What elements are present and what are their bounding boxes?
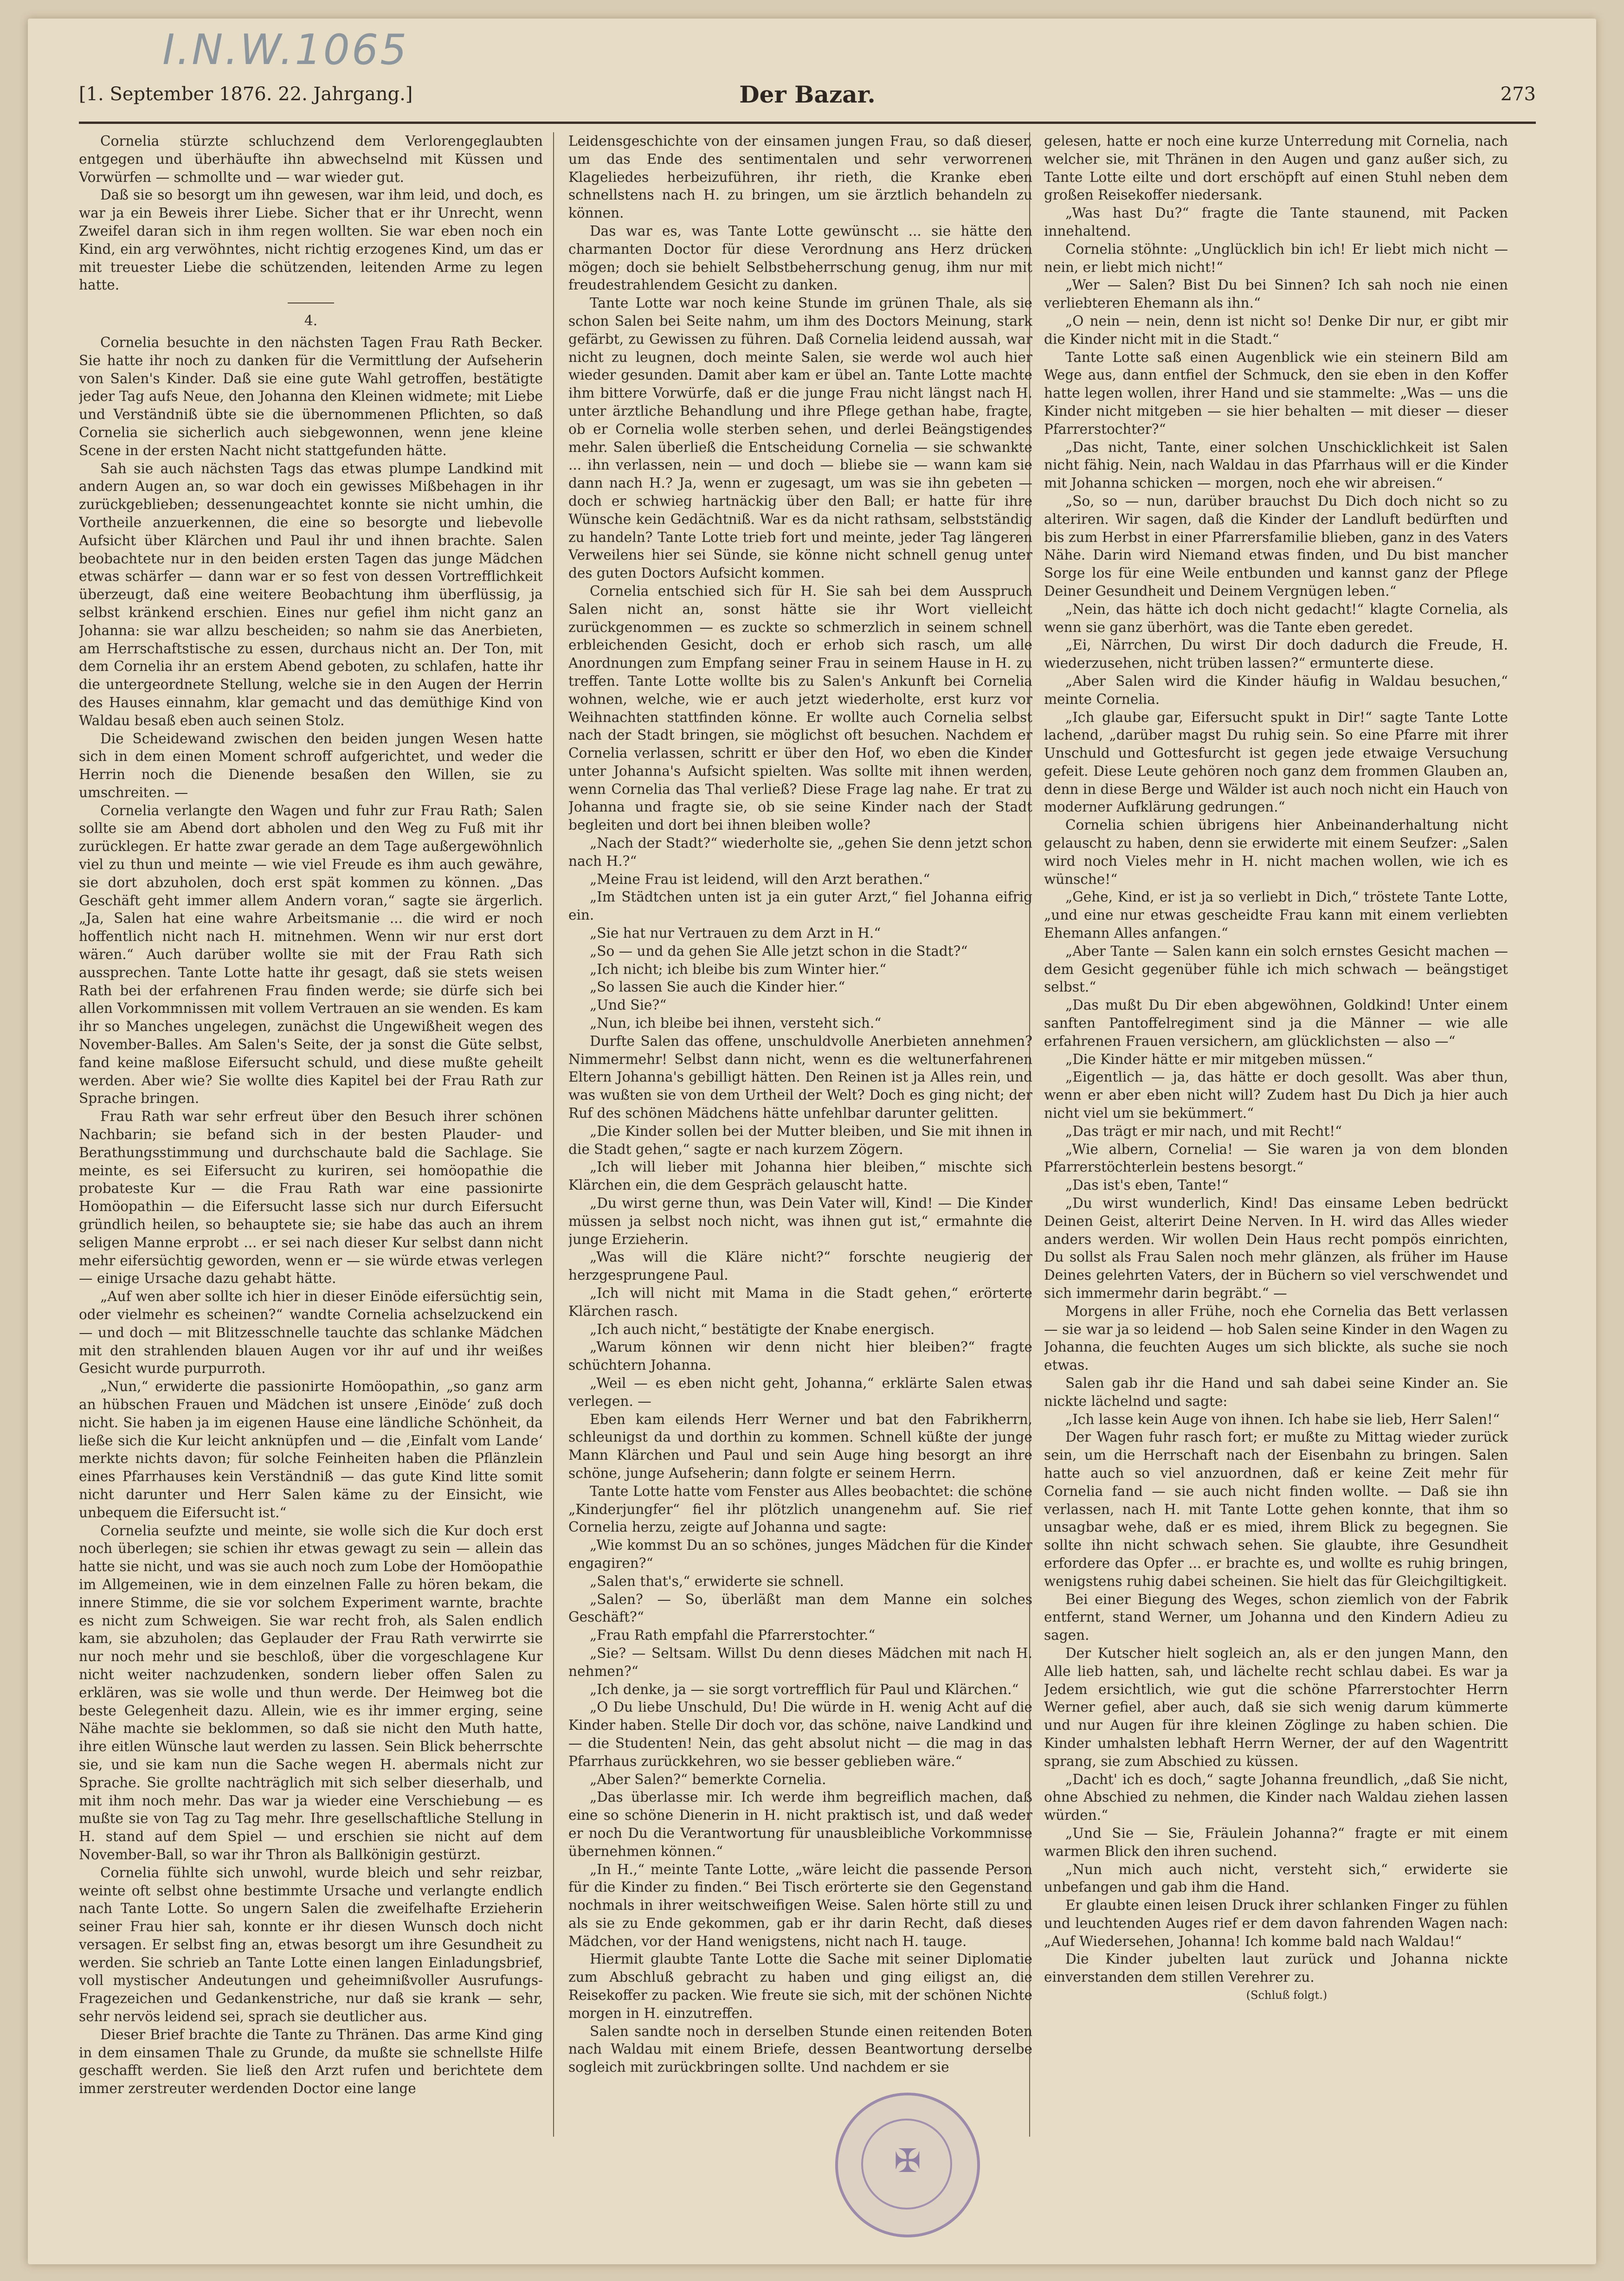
paragraph: Cornelia fühlte sich unwohl, wurde bleich und sehr reizbar, weinte oft selbst ohne bestimmte Ursache und verlangte endlich nach Tante Lotte. So ungern Salen die zweifelhafte Erzieherin seiner Frau hier sah, konnte er ihr diesen Wunsch doch nicht versagen. Er selbst fing an, etwas besorgt um ihre Gesundheit zu werden. Sie schrieb an Tante Lotte einen langen Einladungsbrief, voll mystischer Andeutungen und geheimnißvoller Ausrufungs-Fragezeichen und Gedankenstriche, nur daß sie krank — sehr, sehr nervös leidend sei, sprach sie deutlicher aus.: [79, 1864, 543, 2025]
paragraph: Cornelia entschied sich für H. Sie sah bei dem Ausspruch Salen nicht an, sonst hätte sie ihr Wort vielleicht zurückgenommen — es zuckte so schmerzlich in seinem schnell erbleichenden Gesicht, doch er erhob sich rasch, um alle Anordnungen zum Empfang seiner Frau in seinem Hause in H. zu treffen. Tante Lotte wollte bis zu Salen's Ankunft bei Cornelia wohnen, welche, wie er auch jetzt wiederholte, erst kurz vor Weihnachten stattfinden könne. Er wollte auch Cornelia selbst nach der Stadt bringen, sie möglichst oft besuchen. Nachdem er Cornelia verlassen, schritt er über den Hof, wo eben die Kinder unter Johanna's Aufsicht spielten. Was sollte mit ihnen werden, wenn Cornelia das Thal verließ? Diese Frage lag nahe. Er trat zu Johanna und fragte sie, ob sie seine Kinder nach der Stadt begleiten und dort bei ihnen bleiben wolle?: [568, 583, 1032, 833]
paragraph: „O nein — nein, denn ist nicht so! Denke Dir nur, er gibt mir die Kinder nicht mit in die Stadt.“: [1044, 313, 1508, 347]
paragraph: „Meine Frau ist leidend, will den Arzt berathen.“: [590, 871, 930, 887]
paragraph: „Nun mich auch nicht, versteht sich,“ erwiderte sie unbefangen und gab ihm die Hand.: [1044, 1861, 1508, 1895]
paragraph: „Frau Rath empfahl die Pfarrerstochter.“: [590, 1627, 876, 1643]
paragraph: „Das nicht, Tante, einer solchen Unschicklichkeit ist Salen nicht fähig. Nein, nach Waldau in das Pfarrhaus will er die Kinder mit Johanna schicken — morgen, noch ehe wir abreisen.“: [1044, 439, 1508, 491]
paragraph: Bei einer Biegung des Weges, schon ziemlich von der Fabrik entfernt, stand Werner, um Johanna und den Kindern Adieu zu sagen.: [1044, 1591, 1508, 1643]
column-divider: [553, 132, 554, 2137]
paragraph: Cornelia stürzte schluchzend dem Verlorengeglaubten entgegen und überhäufte ihn abwechselnd mit Küssen und Vorwürfen — schmollte und — war wieder gut.: [79, 133, 543, 185]
paragraph: „Salen? — So, überläßt man dem Manne ein solches Geschäft?“: [568, 1591, 1032, 1625]
paragraph: „Weil — es eben nicht geht, Johanna,“ erklärte Salen etwas verlegen. —: [568, 1375, 1032, 1409]
handwritten-shelf-mark: I.N.W.1065: [162, 26, 409, 74]
paragraph: „Die Kinder hätte er mir mitgeben müssen.“: [1065, 1051, 1373, 1067]
paragraph: Daß sie so besorgt um ihn gewesen, war ihm leid, und doch, es war ja ein Beweis ihrer Liebe. Sicher that er ihr Unrecht, wenn Zweifel daran sich in ihm regen wollten. Sie war eben noch ein Kind, ein arg verwöhntes, nicht richtig erzogenes Kind, um das er mit treuester Liebe die schützenden, leitenden Arme zu legen hatte.: [79, 187, 543, 293]
paragraph: „Das mußt Du Dir eben abgewöhnen, Goldkind! Unter einem sanften Pantoffelregiment sind ja die Männer — wie alle erfahrenen Frauen versichern, am glücklichsten — also —“: [1044, 997, 1508, 1049]
paragraph: „Warum können wir denn nicht hier bleiben?“ fragte schüchtern Johanna.: [568, 1339, 1032, 1373]
paragraph: Frau Rath war sehr erfreut über den Besuch ihrer schönen Nachbarin; sie befand sich in der besten Plauder- und Berathungsstimmung und durchschaute bald die Sachlage. Sie meinte, es sei Eifersucht zu kuriren, sei homöopathie die probateste Kur — die Frau Rath war eine passionirte Homöopathin — die Eifersucht lasse sich nur durch Eifersucht gründlich heilen, so behauptete sie; sie habe das auch an ihrem seligen Manne erprobt ... er sei nach dieser Kur selbst dann nicht mehr eifersüchtig geworden, wenn er — sie würde etwas verlegen — einige Ursache dazu gehabt hätte.: [79, 1108, 543, 1287]
paragraph: „Und Sie — Sie, Fräulein Johanna?“ fragte er mit einem warmen Blick den ihren suchend.: [1044, 1825, 1508, 1859]
paragraph: Er glaubte einen leisen Druck ihrer schlanken Finger zu fühlen und leuchtenden Auges rief er dem davon fahrenden Wagen nach: „Auf Wiedersehen, Johanna! Ich komme bald nach Waldau!“: [1044, 1897, 1508, 1949]
continuation-note: (Schluß folgt.): [1246, 1989, 1328, 2002]
paragraph: Cornelia stöhnte: „Unglücklich bin ich! Er liebt mich nicht — nein, er liebt mich nicht!“: [1044, 241, 1508, 275]
paragraph: „So, so — nun, darüber brauchst Du Dich doch nicht so zu alteriren. Wir sagen, daß die Kinder der Landluft bedürften und bis zum Herbst in einer Pfarrersfamilie blieben, ganz in des Vaters Nähe. Darin wird Niemand etwas finden, und Du bist mancher Sorge los für eine Weile entbunden und kannst ganz der Pflege Deiner Gesundheit und Deinem Vergnügen leben.“: [1044, 493, 1508, 599]
issue-date: [1. September 1876. 22. Jahrgang.]: [79, 84, 413, 105]
paragraph: Der Kutscher hielt sogleich an, als er den jungen Mann, den Alle lieb hatten, sah, und lächelte recht schlau dabei. Es war ja Jedem ersichtlich, wie gut die schöne Pfarrerstochter Herrn Werner gefiel, aber auch, daß sie sich wenig darum kümmerte und nur Augen für ihre kleinen Zöglinge zu haben schien. Die Kinder umhalsten lebhaft Herrn Werner, der auf den Wagentritt sprang, sie zum Abschied zu küssen.: [1044, 1645, 1508, 1769]
paragraph: „Ich nicht; ich bleibe bis zum Winter hier.“: [590, 961, 887, 977]
text-column-3: [1044, 132, 1508, 2142]
paragraph: Tante Lotte saß einen Augenblick wie ein steinern Bild am Wege aus, dann entfiel der Schmuck, den sie eben in den Koffer hatte legen wollen, ihrer Hand und sie stammelte: „Was — uns die Kinder nicht mitgeben — sie hier behalten — mit dieser — dieser Pfarrerstochter?“: [1044, 349, 1508, 437]
paragraph: „Nun,“ erwiderte die passionirte Homöopathin, „so ganz arm an hübschen Frauen und Mädchen ist unsere ‚Einöde‘ zuß doch nicht. Sie haben ja im eigenen Hause eine ländliche Schönheit, da ließe sich die Kur leicht anknüpfen und — die ‚Einfalt vom Lande‘ merkte nichts davon; für solche Feinheiten haben die Pflänzlein eines Pfarrhauses kein Verständniß — das gute Kind litte somit nicht darunter und Herr Salen käme zu der Einsicht, wie unbequem die Eifersucht ist.“: [79, 1379, 543, 1521]
paragraph: Salen sandte noch in derselben Stunde einen reitenden Boten nach Waldau mit einem Briefe, dessen Beantwortung derselbe sogleich mit zurückbringen sollte. Und nachdem er sie: [568, 2023, 1032, 2075]
paragraph: Dieser Brief brachte die Tante zu Thränen. Das arme Kind ging in dem einsamen Thale zu Grunde, da mußte sie schnellste Hilfe geschafft werden. Sie ließ den Arzt rufen und berichtete dem immer zerstreuter werdenden Doctor eine lange: [79, 2026, 543, 2097]
paragraph: „Das überlasse mir. Ich werde ihm begreiflich machen, daß eine so schöne Dienerin in H. nicht praktisch ist, und daß weder er noch Du die Verantwortung für unausbleibliche Vorkommnisse übernehmen können.“: [568, 1789, 1032, 1859]
paragraph: „Wer — Salen? Bist Du bei Sinnen? Ich sah noch nie einen verliebteren Ehemann als ihn.“: [1044, 277, 1508, 311]
paragraph: „Nein, das hätte ich doch nicht gedacht!“ klagte Cornelia, als wenn sie ganz überhört, was die Tante eben geredet.: [1044, 601, 1508, 635]
paragraph: Salen gab ihr die Hand und sah dabei seine Kinder an. Sie nickte lächelnd und sagte:: [1044, 1375, 1508, 1409]
paragraph: Leidensgeschichte von der einsamen jungen Frau, so daß dieser, um das Ende des sentimentalen und sehr verworrenen Klageliedes herbeizuführen, ihr rieth, die Kranke eben schnellstens nach H. zu bringen, um sie ärztlich behandeln zu können.: [568, 133, 1032, 221]
page-number: 273: [1500, 84, 1536, 105]
paragraph: Eben kam eilends Herr Werner und bat den Fabrikherrn, schleunigst da und dorthin zu kommen. Schnell küßte der junge Mann Klärchen und Paul und sein Auge hing besorgt an ihre schöne, junge Aufseherin; dann folgte er seinem Herrn.: [568, 1411, 1032, 1481]
paragraph: „O Du liebe Unschuld, Du! Die würde in H. wenig Acht auf die Kinder haben. Stelle Dir doch vor, das schöne, naive Landkind und — die Studenten! Nein, das geht absolut nicht — die mag in das Pfarrhaus zurückkehren, wo sie besser geblieben wäre.“: [568, 1699, 1032, 1769]
paragraph: Die Scheidewand zwischen den beiden jungen Wesen hatte sich in dem einen Moment schroff aufgerichtet, und weder die Herrin noch die Dienende besaßen den Willen, sie zu umschreiten. —: [79, 730, 543, 800]
paragraph: „Sie hat nur Vertrauen zu dem Arzt in H.“: [590, 925, 881, 941]
paragraph: „Eigentlich — ja, das hätte er doch gesollt. Was aber thun, wenn er aber eben nicht will? Zudem hast Du Dich ja hier auch nicht viel um sie bekümmert.“: [1044, 1069, 1508, 1121]
header-rule: [79, 122, 1536, 124]
paragraph: Durfte Salen das offene, unschuldvolle Anerbieten annehmen? Nimmermehr! Selbst dann nicht, wenn es die weltunerfahrenen Eltern Johanna's gebilligt hätten. Den Reinen ist ja Alles rein, und was wußten sie von dem Urtheil der Welt? Doch es ging nicht; der Ruf des schönen Mädchens hätte unfehlbar darunter gelitten.: [568, 1033, 1032, 1121]
paragraph: „Ich auch nicht,“ bestätigte der Knabe energisch.: [590, 1321, 935, 1337]
paragraph: „Das trägt er mir nach, und mit Recht!“: [1065, 1123, 1342, 1139]
paragraph: Die Kinder jubelten laut zurück und Johanna nickte einverstanden dem stillen Verehrer zu.: [1044, 1951, 1508, 1985]
paragraph: „Was will die Kläre nicht?“ forschte neugierig der herzgesprungene Paul.: [568, 1249, 1032, 1283]
paragraph: „Ich will nicht mit Mama in die Stadt gehen,“ erörterte Klärchen rasch.: [568, 1285, 1032, 1319]
paragraph: „So lassen Sie auch die Kinder hier.“: [590, 979, 845, 995]
paragraph: „Dacht' ich es doch,“ sagte Johanna freundlich, „daß Sie nicht, ohne Abschied zu nehmen, die Kinder nach Waldau ziehen lassen würden.“: [1044, 1771, 1508, 1824]
paragraph: „Gehe, Kind, er ist ja so verliebt in Dich,“ tröstete Tante Lotte, „und eine nur etwas gescheidte Frau kann mit einem verliebten Ehemann Alles anfangen.“: [1044, 889, 1508, 941]
paragraph: „Du wirst gerne thun, was Dein Vater will, Kind! — Die Kinder müssen ja selbst noch nicht, was ihnen gut ist,“ ermahnte die junge Erzieherin.: [568, 1195, 1032, 1247]
paragraph: Sah sie auch nächsten Tags das etwas plumpe Landkind mit andern Augen an, so war doch ein gewisses Mißbehagen in ihr zurückgeblieben; dessenungeachtet konnte sie nicht umhin, die Vortheile anzuerkennen, die eine so besorgte und liebevolle Aufsicht über Klärchen und Paul ihr und ihnen brachte. Salen beobachtete nur in den beiden ersten Tagen das junge Mädchen etwas schärfer — dann war er so fest von dessen Vortrefflichkeit überzeugt, daß eine weitere Beobachtung ihm überflüssig, ja selbst kränkend erschien. Eines nur gefiel ihm nicht ganz an Johanna: sie war allzu bescheiden; so nahm sie das Anerbieten, am Herrschaftstische zu essen, durchaus nicht an. Der Ton, mit dem Cornelia ihr an erstem Abend geboten, zu schlafen, hatte ihr die untergeordnete Stellung, welche sie in den Augen der Herrin des Hauses einnahm, klar gemacht und das demüthige Kind von Waldau besaß eben auch seinen Stolz.: [79, 460, 543, 728]
paragraph: „Salen that's,“ erwiderte sie schnell.: [590, 1573, 844, 1589]
paragraph: „Und Sie?“: [590, 997, 667, 1013]
paragraph: „Die Kinder sollen bei der Mutter bleiben, und Sie mit ihnen in die Stadt gehen,“ sagte er nach kurzem Zögern.: [568, 1123, 1032, 1157]
paragraph: Cornelia besuchte in den nächsten Tagen Frau Rath Becker. Sie hatte ihr noch zu danken für die Vermittlung der Aufseherin von Salen's Kinder. Daß sie eine gute Wahl getroffen, bestätigte jeder Tag aufs Neue, den Johanna den Kleinen widmete; mit Liebe und Verständniß übte sie die übernommenen Pflichten, so daß Cornelia sie sicherlich auch siebgewonnen, wenn jene kleine Scene in der ersten Nacht nicht stattgefunden hätte.: [79, 334, 543, 458]
section-number: 4.: [304, 313, 318, 329]
paragraph: „Ich lasse kein Auge von ihnen. Ich habe sie lieb, Herr Salen!“: [1065, 1411, 1500, 1427]
paragraph: „In H.,“ meinte Tante Lotte, „wäre leicht die passende Person für die Kinder zu finden.“ Bei Tisch erörterte sie den Gegenstand nochmals in ihrer weitschweifigen Weise. Salen hörte still zu und als sie zu Ende gekommen, gab er ihr darin Recht, daß dieses Mädchen, vor der Hand wenigstens, nicht nach H. tauge.: [568, 1861, 1032, 1949]
paragraph: „Nun, ich bleibe bei ihnen, versteht sich.“: [590, 1015, 882, 1031]
paragraph: „Ich glaube gar, Eifersucht spukt in Dir!“ sagte Tante Lotte lachend, „darüber magst Du ruhig sein. So eine Pfarre mit ihrer Unschuld und Gottesfurcht ist gegen jede etwaige Versuchung gefeit. Diese Leute gehören noch ganz dem frommen Glauben an, denn in diese Berge und Wälder ist auch noch nicht ein Hauch von moderner Aufklärung gedrungen.“: [1044, 709, 1508, 815]
paragraph: „Du wirst wunderlich, Kind! Das einsame Leben bedrückt Deinen Geist, alterirt Deine Nerven. In H. wird das Alles wieder anders werden. Wir wollen Dein Haus recht pompös einrichten, Du sollst als Frau Salen noch mehr glänzen, als früher im Hause Deines gelehrten Vaters, der in Büchern so viel verschwendet und sich immermehr darin begräbt.“ —: [1044, 1195, 1508, 1301]
paragraph: „Sie? — Seltsam. Willst Du denn dieses Mädchen mit nach H. nehmen?“: [568, 1645, 1032, 1679]
text-column-2: [568, 132, 1032, 2142]
paragraph: „Im Städtchen unten ist ja ein guter Arzt,“ fiel Johanna eifrig ein.: [568, 889, 1032, 923]
paragraph: „Nach der Stadt?“ wiederholte sie, „gehen Sie denn jetzt schon nach H.?“: [568, 835, 1032, 869]
paragraph: Tante Lotte hatte vom Fenster aus Alles beobachtet: die schöne „Kinderjungfer“ fiel ihr plötzlich unangenehm auf. Sie rief Cornelia herzu, zeigte auf Johanna und sagte:: [568, 1483, 1032, 1535]
paragraph: Der Wagen fuhr rasch fort; er mußte zu Mittag wieder zurück sein, um die Herrschaft nach der Eisenbahn zu bringen. Salen hatte auch so viel anzuordnen, daß er keine Zeit mehr für Cornelia fand — sie auch nicht finden wollte. — Daß sie ihn verlassen, nach H. mit Tante Lotte gehen konnte, that ihm so unsagbar wehe, daß er es mied, ihrem Blick zu begegnen. Sie sollte ihn nicht schwach sehen. Sie glaubte, ihre Gesundheit erfordere das Opfer ... er brachte es, und wollte es ruhig bringen, wenigstens ruhig dabei scheinen. Sie hielt das für Gleichgiltigkeit.: [1044, 1429, 1508, 1589]
paragraph: Cornelia seufzte und meinte, sie wolle sich die Kur doch erst noch überlegen; sie schien ihr etwas gewagt zu sein — allein das hatte sie nicht, und was sie auch noch zum Lobe der Homöopathie im Allgemeinen, wie in dem einzelnen Falle zu hören bekam, die innere Stimme, die sie vor solchem Experiment warnte, brachte es nicht zum Schweigen. Sie war recht froh, als Salen endlich kam, sie abzuholen; das Geplauder der Frau Rath verwirrte sie nur noch mehr und sie beschloß, über die vorgeschlagene Kur nicht weiter nachzudenken, sondern lieber offen Salen zu erklären, was sie wolle und thun werde. Der Heimweg bot die beste Gelegenheit dazu. Allein, wie es ihr immer erging, seine Nähe machte sie beklommen, so daß sie nicht den Muth hatte, ihre eitlen Wünsche laut werden zu lassen. Sein Blick beherrschte sie, und sie kam nun die Sache wegen H. abermals nicht zur Sprache. Sie grollte nachträglich mit sich selber dieserhalb, und mit ihm noch mehr. Das war ja wieder eine Verschiebung — es mußte sie von Tag zu Tag mehr. Ihre gesellschaftliche Stellung in H. stand auf dem Spiel — und erschien sie nicht auf dem November-Ball, so war ihr Thron als Ballkönigin gestürzt.: [79, 1522, 543, 1862]
paragraph: Cornelia schien übrigens hier Anbeinanderhaltung nicht gelauscht zu haben, denn sie erwiderte mit einem Seufzer: „Salen wird noch Vieles mehr in H. nicht machen wollen, wie ich es wünsche!“: [1044, 817, 1508, 887]
paragraph: Morgens in aller Frühe, noch ehe Cornelia das Bett verlassen — sie war ja so leidend — hob Salen seine Kinder in den Wagen zu Johanna, die feuchten Auges um sich blickte, als suche sie noch etwas.: [1044, 1303, 1508, 1373]
paragraph: „Was hast Du?“ fragte die Tante staunend, mit Packen innehaltend.: [1044, 205, 1508, 239]
paragraph: „Ei, Närrchen, Du wirst Dir doch dadurch die Freude, H. wiederzusehen, nicht trüben lassen?“ ermunterte diese.: [1044, 637, 1508, 671]
library-stamp: [835, 2093, 980, 2237]
paragraph: „Aber Salen wird die Kinder häufig in Waldau besuchen,“ meinte Cornelia.: [1044, 673, 1508, 707]
paragraph: „Ich will lieber mit Johanna hier bleiben,“ mischte sich Klärchen ein, die dem Gespräch gelauscht hatte.: [568, 1159, 1032, 1193]
paragraph: „So — und da gehen Sie Alle jetzt schon in die Stadt?“: [590, 943, 968, 959]
paragraph: Tante Lotte war noch keine Stunde im grünen Thale, als sie schon Salen bei Seite nahm, um ihm des Doctors Meinung, stark gefärbt, zu Gewissen zu führen. Daß Cornelia leidend aussah, war nicht zu leugnen, doch meinte Salen, sie werde wol auch hier wieder gesunden. Damit aber kam er übel an. Tante Lotte machte ihm bittere Vorwürfe, daß er die junge Frau nicht längst nach H. unter ärztliche Behandlung und ihre Pflege gethan habe, fragte, ob er Cornelia wolle sterben sehen, und derlei Beängstigendes mehr. Salen überließ die Entscheidung Cornelia — sie schwankte ... ihn verlassen, nein — und doch — bliebe sie — wann kam sie dann nach H.? Ja, wenn er zugesagt, um was sie ihn gebeten — doch er schwieg hartnäckig über den Ball; er hatte für ihre Wünsche kein Gedächtniß. War es da nicht rathsam, selbstständig zu handeln? Tante Lotte trieb fort und meinte, jeder Tag längeren Verweilens hier sei Sünde, sie könne nicht schnell genug unter des guten Doctors Aufsicht kommen.: [568, 295, 1032, 581]
paragraph: Hiermit glaubte Tante Lotte die Sache mit seiner Diplomatie zum Abschluß gebracht zu haben und ging eiligst an, die Reisekoffer zu packen. Wie freute sie sich, mit der schönen Nichte morgen in H. einzutreffen.: [568, 1951, 1032, 2021]
eagle-icon: ✠: [894, 2142, 922, 2180]
paragraph: „Auf wen aber sollte ich hier in dieser Einöde eifersüchtig sein, oder vielmehr es scheinen?“ wandte Cornelia achselzuckend ein — und doch — mit Blitzesschnelle tauchte das schlanke Mädchen mit den strahlenden blauen Augen vor ihr auf und ihr weißes Gesicht wurde purpurroth.: [79, 1289, 543, 1377]
paragraph: „Ich denke, ja — sie sorgt vortrefflich für Paul und Klärchen.“: [590, 1681, 1019, 1697]
paragraph: „Wie kommst Du an so schönes, junges Mädchen für die Kinder engagiren?“: [568, 1537, 1032, 1571]
text-column-1: [79, 132, 543, 2142]
paragraph: gelesen, hatte er noch eine kurze Unterredung mit Cornelia, nach welcher sie, mit Thränen in den Augen und ganz außer sich, zu Tante Lotte eilte und dort erschöpft auf einen Stuhl neben dem großen Reisekoffer niedersank.: [1044, 133, 1508, 203]
newspaper-title: Der Bazar.: [739, 81, 876, 108]
page-header: [79, 81, 1536, 116]
paragraph: „Wie albern, Cornelia! — Sie waren ja von dem blonden Pfarrerstöchterlein bestens besorgt.“: [1044, 1141, 1508, 1175]
paragraph: Das war es, was Tante Lotte gewünscht ... sie hätte den charmanten Doctor für diese Verordnung ans Herz drücken mögen; doch sie behielt Selbstbeherrschung genug, ihm nur mit freudestrahlendem Gesicht zu danken.: [568, 223, 1032, 293]
paragraph: „Das ist's eben, Tante!“: [1065, 1177, 1229, 1193]
paragraph: „Aber Salen?“ bemerkte Cornelia.: [590, 1771, 826, 1787]
paragraph: Cornelia verlangte den Wagen und fuhr zur Frau Rath; Salen sollte sie am Abend dort abholen und den Weg zu Fuß mit ihr zurücklegen. Er hatte zwar gerade an dem Tage außergewöhnlich viel zu thun und meinte — wie viel Freude es ihm auch gewähre, sie dort abzuholen, doch erst spät kommen zu können. „Das Geschäft geht immer allem Andern voran,“ sagte sie ärgerlich. „Ja, Salen hat eine wahre Arbeitsmanie ... die wird er noch hoffentlich nicht nach H. mitnehmen. Wenn wir nur erst dort wären.“ Auch darüber wollte sie mit der Frau Rath sich aussprechen. Tante Lotte hatte ihr gesagt, daß sie stets weisen Rath bei der erfahrenen Frau finden werde; sie dürfe sich bei allen Vorkommnissen mit vollem Vertrauen an sie wenden. Es kam ihr so Manches ungelegen, zunächst die Ungewißheit wegen des November-Balles. Am Salen's Seite, der ja sonst die Güte selbst, fand keine maßlose Eifersucht schuld, und diese mußte geheilt werden. Aber wie? Sie wollte dies Kapitel bei der Frau Rath zur Sprache bringen.: [79, 802, 543, 1107]
paragraph: „Aber Tante — Salen kann ein solch ernstes Gesicht machen — dem Gesicht gegenüber fühle ich mich schwach — beängstiget selbst.“: [1044, 943, 1508, 995]
